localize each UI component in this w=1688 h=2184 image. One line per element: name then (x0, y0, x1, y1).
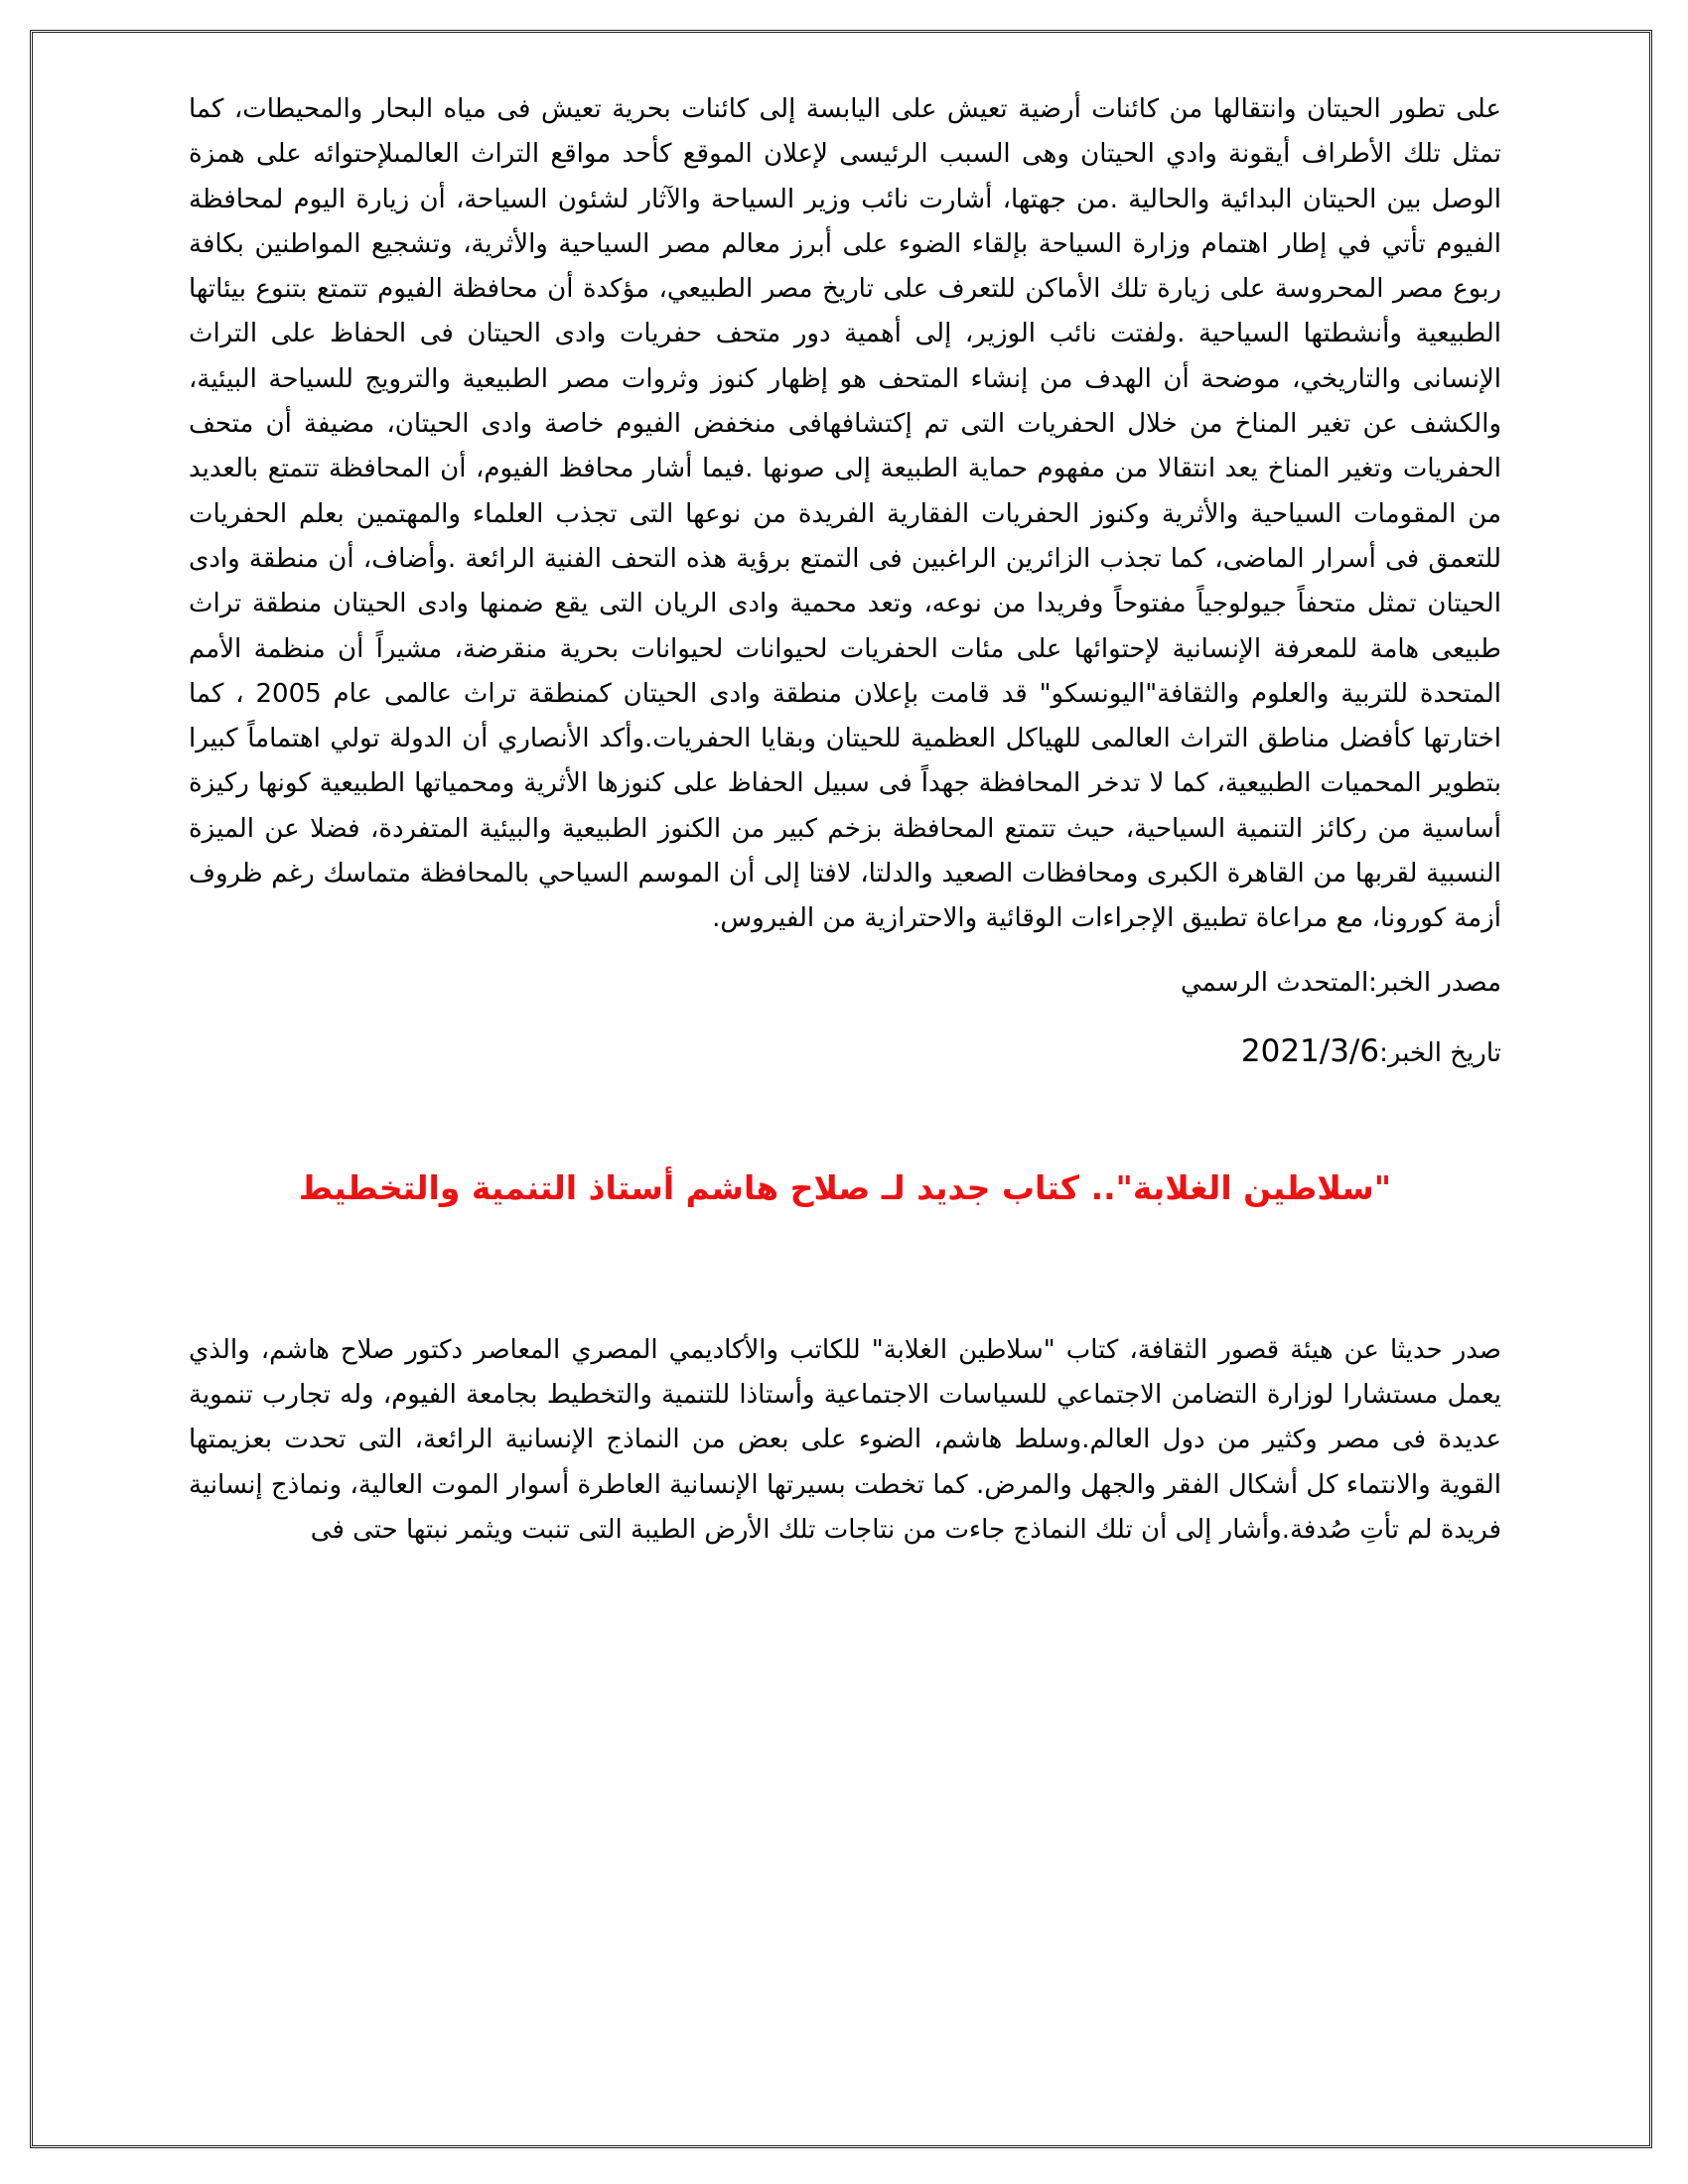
news-date-value: 2021/3/6 (1240, 1032, 1380, 1069)
news-source: مصدر الخبر:المتحدث الرسمي (1181, 967, 1501, 998)
article-2-body: صدر حديثا عن هيئة قصور الثقافة، كتاب "سلاطين الغلابة" للكاتب والأكاديمي المصري المعاصر دكتور صلاح هاشم، والذي يعمل مستشارا لوزارة التضامن الاجتماعي للسياسات الاجتماعية وأستاذا للتنمية والتخطيط بجامعة الفيوم، وله تجارب تنموية عديدة فى مصر وكثير من دول العالم.وسلط هاشم، الضوء على بعض من النماذج الإنسانية الرائعة، التى تحدت بعزيمتها القوية والانتماء كل أشكال الفقر والجهل والمرض. كما تخطت بسيرتها الإنسانية العاطرة أسوار الموت العالية، ونماذج إنسانية فريدة لم تأتِ صُدفة.وأشار إلى أن تلك النماذج جاءت من نتاجات تلك الأرض الطيبة التى تنبت ويثمر نبتها حتى فى (189, 1334, 1501, 1545)
news-date (189, 1033, 1501, 1069)
document-content (189, 87, 1501, 1553)
article-1-body: على تطور الحيتان وانتقالها من كائنات أرضية تعيش على اليابسة إلى كائنات بحرية تعيش فى مياه البحار والمحيطات، كما تمثل تلك الأطراف أيقونة وادي الحيتان وهى السبب الرئيسى لإعلان الموقع كأحد مواقع التراث العالمىلإحتوائه على همزة الوصل بين الحيتان البدائية والحالية .من جهتها، أشارت نائب وزير السياحة والآثار لشئون السياحة، أن زيارة اليوم لمحافظة الفيوم تأتي في إطار اهتمام وزارة السياحة بإلقاء الضوء على أبرز معالم مصر السياحية والأثرية، وتشجيع المواطنين بكافة ربوع مصر المحروسة على زيارة تلك الأماكن للتعرف على تاريخ مصر الطبيعي، مؤكدة أن محافظة الفيوم تتمتع بتنوع بيئاتها الطبيعية وأنشطتها السياحية .ولفتت نائب الوزير، إلى أهمية دور متحف حفريات وادى الحيتان فى الحفاظ على التراث الإنسانى والتاريخي، موضحة أن الهدف من إنشاء المتحف هو إظهار كنوز وثروات مصر الطبيعية والترويج للسياحة البيئية، والكشف عن تغير المناخ من خلال الحفريات التى تم إكتشافهافى منخفض الفيوم خاصة وادى الحيتان، مضيفة أن متحف الحفريات وتغير المناخ يعد انتقالا من مفهوم حماية الطبيعة إلى صونها .فيما أشار محافظ الفيوم، أن المحافظة تتمتع بالعديد من المقومات السياحية والأثرية وكنوز الحفريات الفقارية الفريدة من نوعها التى تجذب العلماء والمهتمين بعلم الحفريات للتعمق فى أسرار الماضى، كما تجذب الزائرين الراغبين فى التمتع برؤية هذه التحف الفنية الرائعة .وأضاف، أن منطقة وادى الحيتان تمثل متحفاً جيولوجياً مفتوحاً وفريدا من نوعه، وتعد محمية وادى الريان التى يقع ضمنها وادى الحيتان منطقة تراث طبيعى هامة للمعرفة الإنسانية لإحتوائها على مئات الحفريات لحيوانات لحيوانات بحرية منقرضة، مشيراً أن منظمة الأمم المتحدة للتربية والعلوم والثقافة"اليونسكو" قد قامت بإعلان منطقة وادى الحيتان كمنطقة تراث عالمى عام 2005 ، كما اختارتها كأفضل مناطق التراث العالمى للهياكل العظمية للحيتان وبقايا الحفريات.وأكد الأنصاري أن الدولة تولي اهتماماً كبيرا بتطوير المحميات الطبيعية، كما لا تدخر المحافظة جهداً فى سبيل الحفاظ على كنوزها الأثرية ومحمياتها الطبيعية كونها ركيزة أساسية من ركائز التنمية السياحية، حيث تتمتع المحافظة بزخم كبير من الكنوز الطبيعية والبيئية المتفردة، فضلا عن الميزة النسبية لقربها من القاهرة الكبرى ومحافظات الصعيد والدلتا، لافتا إلى أن الموسم السياحي بالمحافظة متماسك رغم ظروف أزمة كورونا، مع مراعاة تطبيق الإجراءات الوقائية والاحترازية من الفيروس. (189, 94, 1501, 934)
news-date-label: تاريخ الخبر: (1379, 1037, 1501, 1068)
article-2-headline: "سلاطين الغلابة".. كتاب جديد لـ صلاح هاشم أستاذ التنمية والتخطيط (298, 1167, 1392, 1207)
